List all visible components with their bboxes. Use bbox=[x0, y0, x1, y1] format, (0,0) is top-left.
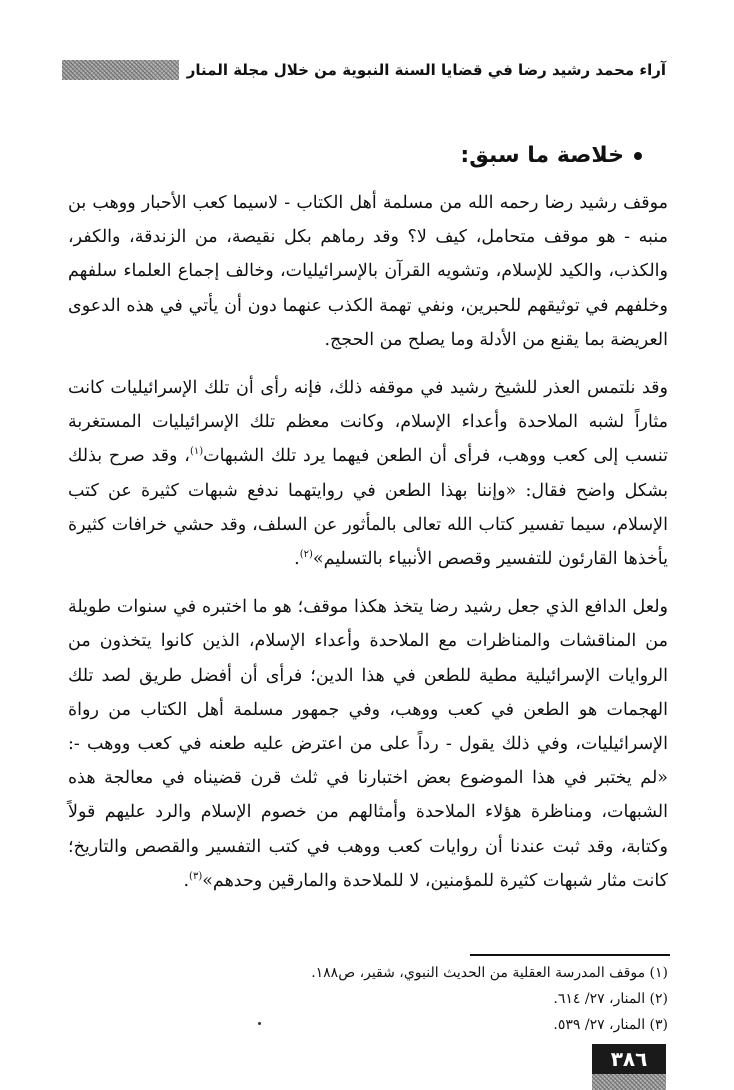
footnote-2: (٢) المنار، ٢٧/ ٦١٤. bbox=[553, 991, 668, 1007]
paragraph-3-part-a: ولعل الدافع الذي جعل رشيد رضا يتخذ هكذا موقف؛ هو ما اختبره في سنوات طويلة من المناقشات والمناظرات مع الملاحدة وأعداء الإسلام، الذين كانوا يتخذون من الروايات الإسرائيلية مطية للطعن في هذا الدين؛ فرأى أن أفضل طريق لصد تلك الهجمات هو الطعن في كعب ووهب، وفي جمهور مسلمة أهل الكتاب من رواة الإسرائيليات، وفي ذلك يقول - رداً على من اعترض عليه طعنه في كعب ووهب -: «لم يختبر في هذا الموضوع بعض اختبارنا في ثلث قرن قضيناه في معالجة هذه الشبهات، ومناظرة هؤلاء الملاحدة وأمثالهم من خصوم الإسلام والرد عليهم قولاً وكتابة، وقد ثبت عندنا أن روايات كعب ووهب في كتب التفسير والقصص والتاريخ؛ كانت مثار شبهات كثيرة للمؤمنين، لا للملاحدة والمارقين وحدهم» bbox=[68, 597, 668, 891]
footnote-ref-3[interactable]: (٣) bbox=[189, 871, 203, 883]
footnote-ref-1[interactable]: (١) bbox=[189, 446, 204, 458]
page-number-box bbox=[592, 1044, 666, 1074]
body-text bbox=[68, 186, 668, 912]
bullet-icon bbox=[634, 152, 642, 160]
paragraph-1: موقف رشيد رضا رحمه الله من مسلمة أهل الكتاب - لاسيما كعب الأحبار ووهب بن منبه - هو موقف متحامل، كيف لا؟ وقد رماهم بكل نقيصة، من الزندقة، والكفر، والكذب، والكيد للإسلام، وتشويه القرآن بالإسرائيليات، وخالف إجماع العلماء سلفهم وخلفهم في توثيقهم للحبرين، ونفي تهمة الكذب عنهما دون أن يأتي في هذه الدعوى العريضة بما يقنع من الأدلة وما يصلح من الحجج. bbox=[68, 193, 668, 350]
running-header-title: آراء محمد رشيد رضا في قضايا السنة النبوية من خلال مجلة المنار bbox=[186, 61, 666, 79]
running-header bbox=[62, 56, 666, 84]
footnote-ref-2[interactable]: (٢) bbox=[299, 549, 313, 561]
paragraph-2 bbox=[68, 371, 668, 576]
paragraph-3 bbox=[68, 590, 668, 898]
section-heading-text: خلاصة ما سبق: bbox=[460, 143, 624, 168]
paragraph-2-part-b: ، وقد صرح بذلك بشكل واضح فقال: «وإننا بهذا الطعن في روايتهما ندفع شبهات كثيرة عن كتب الإسلام، سيما تفسير كتاب الله تعالى بالمأثور عن السلف، وقد حشي خرافات كثيرة يأخذها القارئون للتفسير وقصص الأنبياء بالتسليم» bbox=[68, 446, 668, 570]
footnotes bbox=[68, 960, 668, 1038]
footnote-divider bbox=[470, 954, 670, 956]
paragraph-3-part-b: . bbox=[183, 870, 190, 891]
stray-dot bbox=[258, 1022, 261, 1025]
section-heading bbox=[82, 138, 642, 174]
footnote-3: (٣) المنار، ٢٧/ ٥٣٩. bbox=[553, 1017, 668, 1033]
page-number: ٣٨٦ bbox=[610, 1047, 648, 1071]
paragraph-2-part-c: . bbox=[294, 549, 300, 570]
paragraph-2-part-a: وقد نلتمس العذر للشيخ رشيد في موقفه ذلك، فإنه رأى أن تلك الإسرائيليات كانت مثاراً لشبه الملاحدة وأعداء الإسلام، وكانت معظم تلك الإسرائيليات المستغربة تنسب إلى كعب ووهب، فرأى أن الطعن فيهما يرد تلك الشبهات bbox=[68, 378, 668, 467]
header-pattern-bar bbox=[62, 60, 179, 80]
footnote-1: (١) موقف المدرسة العقلية من الحديث النبوي، شقير، ص١٨٨. bbox=[311, 965, 668, 981]
page-number-pattern-strip bbox=[592, 1074, 666, 1090]
